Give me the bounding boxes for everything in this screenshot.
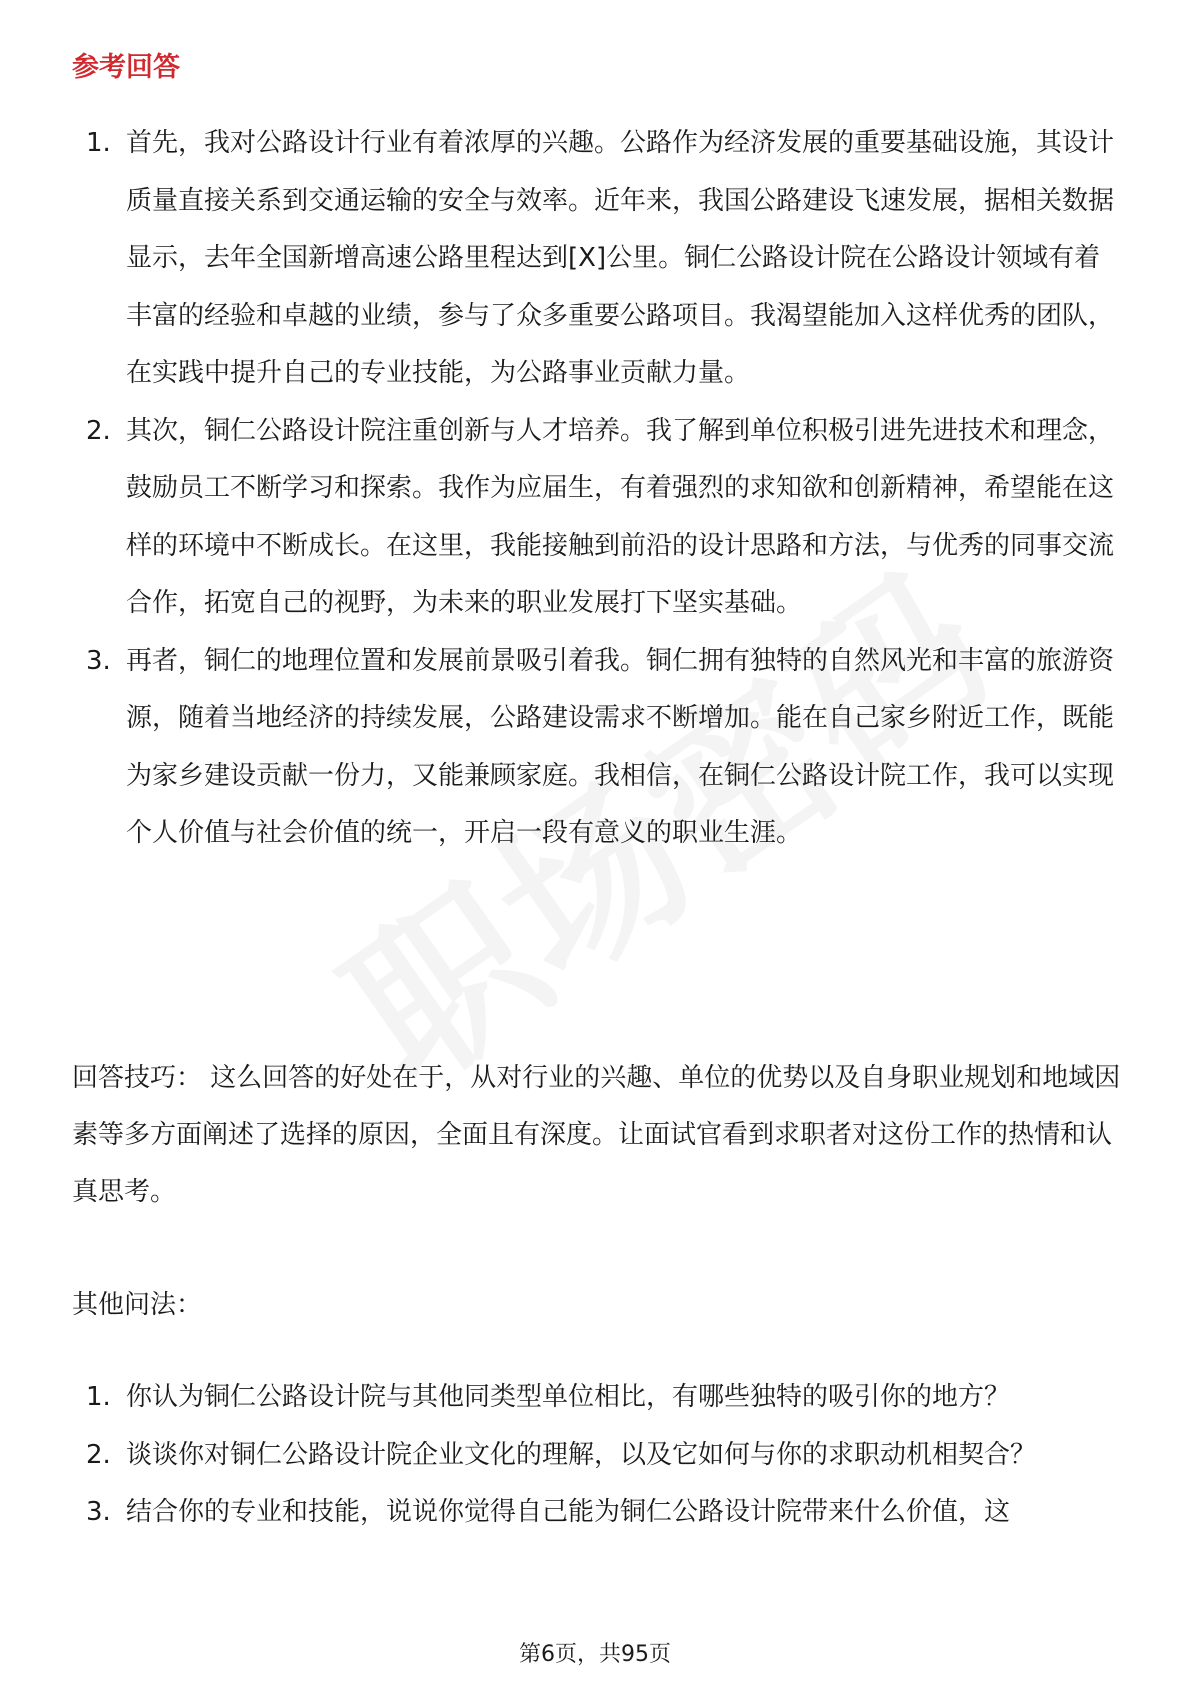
item-text: 谈谈你对铜仁公路设计院企业文化的理解，以及它如何与你的求职动机相契合？ — [126, 1439, 1037, 1470]
list-item — [72, 1484, 1122, 1542]
list-item — [72, 633, 1122, 863]
list-item — [72, 115, 1122, 403]
item-text: 你认为铜仁公路设计院与其他同类型单位相比，有哪些独特的吸引你的地方？ — [126, 1382, 1011, 1412]
other-questions-label: 其他问法： — [72, 1290, 203, 1320]
list-item — [72, 1369, 1122, 1427]
answer-tips: 回答技巧： 这么回答的好处在于，从对行业的兴趣、单位的优势以及自身职业规划和地域因素等多方面阐述了选择的原因，全面且有深度。让面试官看到求职者对这份工作的热情和认真思考。 — [72, 1063, 1121, 1207]
item-number: 3. — [86, 645, 111, 676]
item-number: 1. — [86, 1382, 111, 1412]
other-questions-list — [72, 1369, 1122, 1542]
list-item — [72, 403, 1122, 633]
list-item — [72, 1427, 1122, 1485]
answer-list — [72, 115, 1122, 863]
page-number-footer: 第6页，共95页 — [519, 1642, 671, 1667]
item-number: 2. — [86, 415, 111, 446]
item-text: 结合你的专业和技能，说说你觉得自己能为铜仁公路设计院带来什么价值，这 — [126, 1497, 1011, 1527]
item-text: 首先，我对公路设计行业有着浓厚的兴趣。公路作为经济发展的重要基础设施，其设计质量直接关系到交通运输的安全与效率。近年来，我国公路建设飞速发展，据相关数据显示，去年全国新增高速公路里程达到[X]公里。铜仁公路设计院在公路设计领域有着丰富的经验和卓越的业绩，参与了众多重要公路项目。我渴望能加入这样优秀的团队，在实践中提升自己的专业技能，为公路事业贡献力量。 — [126, 128, 1115, 388]
section-heading: 参考回答 — [72, 52, 180, 83]
item-text: 再者，铜仁的地理位置和发展前景吸引着我。铜仁拥有独特的自然风光和丰富的旅游资源，随着当地经济的持续发展，公路建设需求不断增加。能在自己家乡附近工作，既能为家乡建设贡献一份力，又能兼顾家庭。我相信，在铜仁公路设计院工作，我可以实现个人价值与社会价值的统一，开启一段有意义的职业生涯。 — [126, 645, 1115, 848]
item-text: 其次，铜仁公路设计院注重创新与人才培养。我了解到单位积极引进先进技术和理念，鼓励员工不断学习和探索。我作为应届生，有着强烈的求知欲和创新精神，希望能在这样的环境中不断成长。在这里，我能接触到前沿的设计思路和方法，与优秀的同事交流合作，拓宽自己的视野，为未来的职业发展打下坚实基础。 — [126, 415, 1115, 618]
item-number: 2. — [86, 1439, 111, 1470]
item-number: 1. — [86, 128, 111, 158]
item-number: 3. — [86, 1497, 111, 1527]
